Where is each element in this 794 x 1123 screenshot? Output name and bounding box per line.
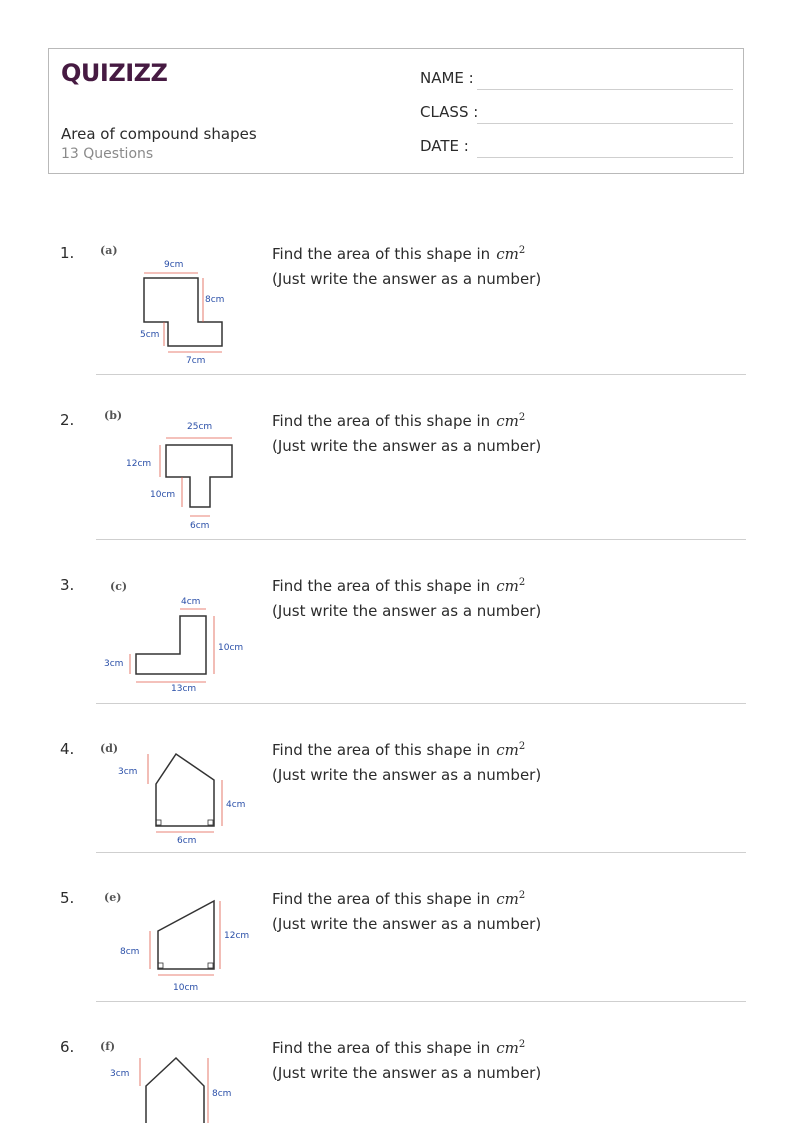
question-number: 6.: [60, 1038, 75, 1056]
shape-figure-a: [98, 242, 238, 370]
quizizz-logo: QUIZIZZ: [61, 59, 168, 87]
question-number: 5.: [60, 889, 75, 907]
question-number: 3.: [60, 576, 75, 594]
dim-label: 5cm: [140, 330, 160, 340]
question-number: 2.: [60, 411, 75, 429]
dim-label: 6cm: [190, 521, 210, 531]
class-label: CLASS :: [420, 103, 479, 121]
figure-label: (b): [104, 409, 123, 422]
date-field[interactable]: [477, 157, 733, 158]
worksheet-header: [48, 48, 744, 174]
unit-cm2: $cm^2$: [496, 412, 526, 430]
dim-label: 12cm: [224, 931, 250, 941]
shape-figure-f: [100, 1036, 260, 1123]
worksheet-title: Area of compound shapes: [61, 125, 257, 143]
dim-label: 9cm: [164, 260, 184, 270]
dim-label: 10cm: [173, 983, 199, 993]
name-field[interactable]: [477, 89, 733, 90]
dim-label: 4cm: [226, 800, 246, 810]
figure-label: (a): [100, 244, 118, 257]
shape-figure-b: [100, 407, 250, 535]
figure-label: (c): [110, 580, 128, 593]
dim-label: 25cm: [187, 422, 213, 432]
shape-figure-c: [100, 576, 250, 700]
dim-label: 8cm: [205, 295, 225, 305]
shape-figure-d: [98, 738, 258, 852]
dim-label: 6cm: [177, 836, 197, 846]
dim-label: 3cm: [104, 659, 124, 669]
question-divider: [96, 852, 746, 853]
question-divider: [96, 374, 746, 375]
shape-figure-e: [100, 887, 260, 999]
question-text: Find the area of this shape in $cm^2$ (Just write the answer as a number): [272, 412, 542, 455]
question-text: Find the area of this shape in $cm^2$ (Just write the answer as a number): [272, 890, 542, 933]
question-divider: [96, 539, 746, 540]
unit-cm2: $cm^2$: [496, 890, 526, 908]
question-text: Find the area of this shape in $cm^2$ (Just write the answer as a number): [272, 741, 542, 784]
unit-cm2: $cm^2$: [496, 1039, 526, 1057]
question-text: Find the area of this shape in $cm^2$ (Just write the answer as a number): [272, 1039, 542, 1082]
dim-label: 10cm: [150, 490, 176, 500]
question-text: Find the area of this shape in $cm^2$ (Just write the answer as a number): [272, 577, 542, 620]
name-label: NAME :: [420, 69, 474, 87]
dim-label: 3cm: [118, 767, 138, 777]
dim-label: 12cm: [126, 459, 152, 469]
figure-label: (d): [100, 742, 119, 755]
question-divider: [96, 1001, 746, 1002]
question-number: 1.: [60, 244, 75, 262]
question-divider: [96, 703, 746, 704]
unit-cm2: $cm^2$: [496, 577, 526, 595]
class-field[interactable]: [477, 123, 733, 124]
unit-cm2: $cm^2$: [496, 245, 526, 263]
figure-label: (f): [100, 1040, 116, 1053]
dim-label: 8cm: [212, 1089, 232, 1099]
dim-label: 10cm: [218, 643, 244, 653]
dim-label: 13cm: [171, 684, 197, 694]
dim-label: 4cm: [181, 597, 201, 607]
dim-label: 3cm: [110, 1069, 130, 1079]
dim-label: 7cm: [186, 356, 206, 366]
question-number: 4.: [60, 740, 75, 758]
dim-label: 8cm: [120, 947, 140, 957]
question-count: 13 Questions: [61, 146, 154, 162]
unit-cm2: $cm^2$: [496, 741, 526, 759]
question-text: Find the area of this shape in $cm^2$ (Just write the answer as a number): [272, 245, 542, 288]
figure-label: (e): [104, 891, 122, 904]
date-label: DATE :: [420, 137, 469, 155]
